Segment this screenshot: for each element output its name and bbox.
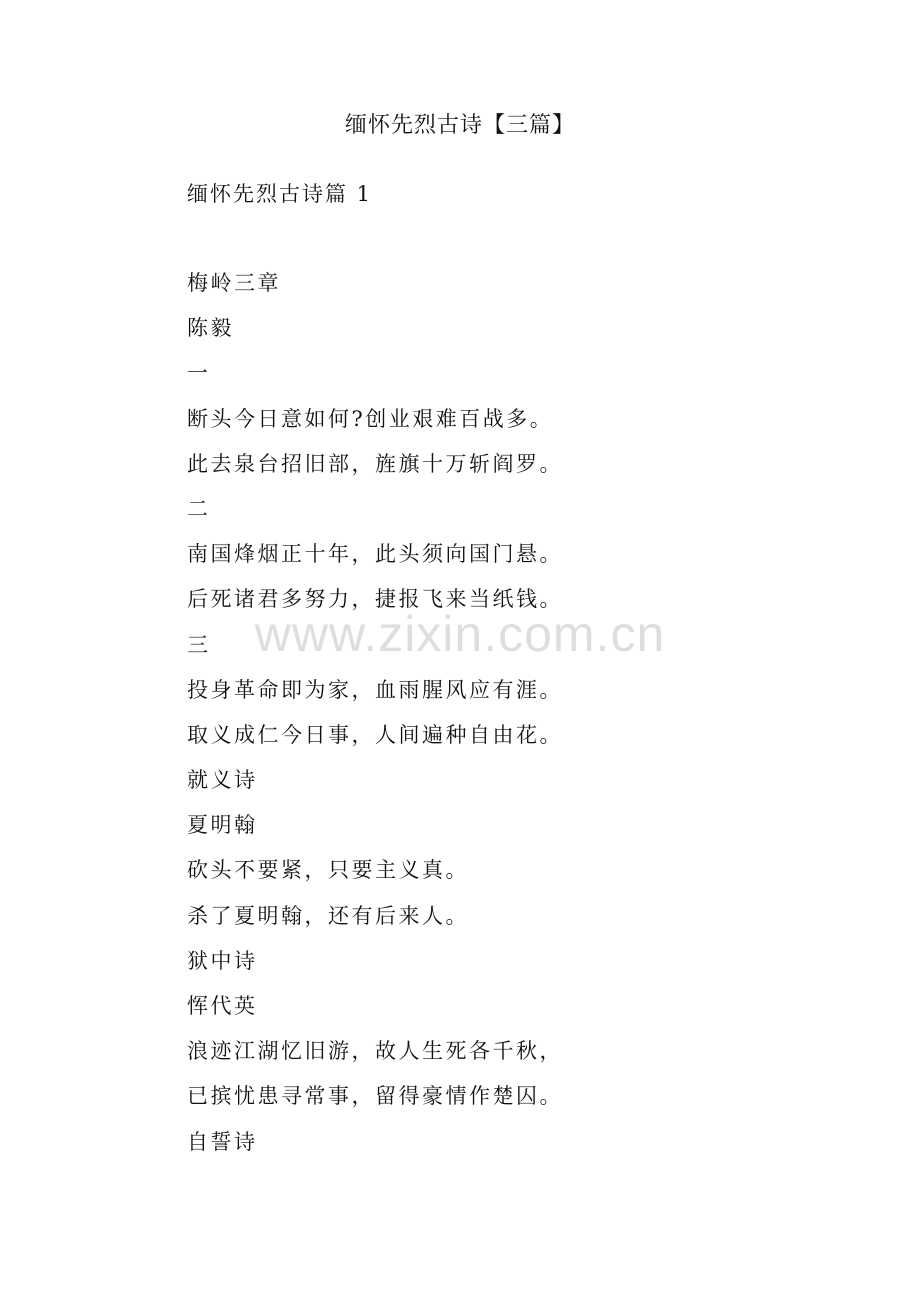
poem-title: 梅岭三章 xyxy=(187,271,281,295)
poem-line: 浪迹江湖忆旧游，故人生死各千秋， xyxy=(187,1039,563,1064)
poem-line: 已摈忧患寻常事，留得豪情作楚囚。 xyxy=(187,1084,563,1109)
poem-author: 夏明翰 xyxy=(187,813,258,838)
poem-author: 陈毅 xyxy=(187,316,234,341)
stanza-number: 一 xyxy=(187,361,211,386)
poem-line: 砍头不要紧，只要主义真。 xyxy=(187,858,469,883)
poem-line: 此去泉台招旧部，旌旗十万斩阎罗。 xyxy=(187,451,563,476)
watermark: www.zixin.com.cn xyxy=(254,606,666,662)
poem-line: 断头今日意如何?创业艰难百战多。 xyxy=(187,406,554,431)
poem-line: 南国烽烟正十年，此头须向国门悬。 xyxy=(187,542,563,567)
poem-title: 就义诗 xyxy=(187,768,258,793)
poem-lines xyxy=(187,265,563,1169)
poem-title: 自誓诗 xyxy=(187,1129,258,1154)
document-title: 缅怀先烈古诗【三篇】 xyxy=(344,113,575,138)
poem-line: 后死诸君多努力，捷报飞来当纸钱。 xyxy=(187,587,563,612)
poem-line: 杀了夏明翰，还有后来人。 xyxy=(187,903,469,928)
section-heading: 缅怀先烈古诗篇 1 xyxy=(187,182,373,206)
poem-author: 恽代英 xyxy=(187,994,258,1018)
stanza-number: 三 xyxy=(187,632,211,657)
poem-line: 取义成仁今日事，人间遍种自由花。 xyxy=(187,722,563,747)
poem-line: 投身革命即为家，血雨腥风应有涯。 xyxy=(187,677,563,702)
poem-title: 狱中诗 xyxy=(187,948,258,973)
stanza-number: 二 xyxy=(187,496,211,521)
